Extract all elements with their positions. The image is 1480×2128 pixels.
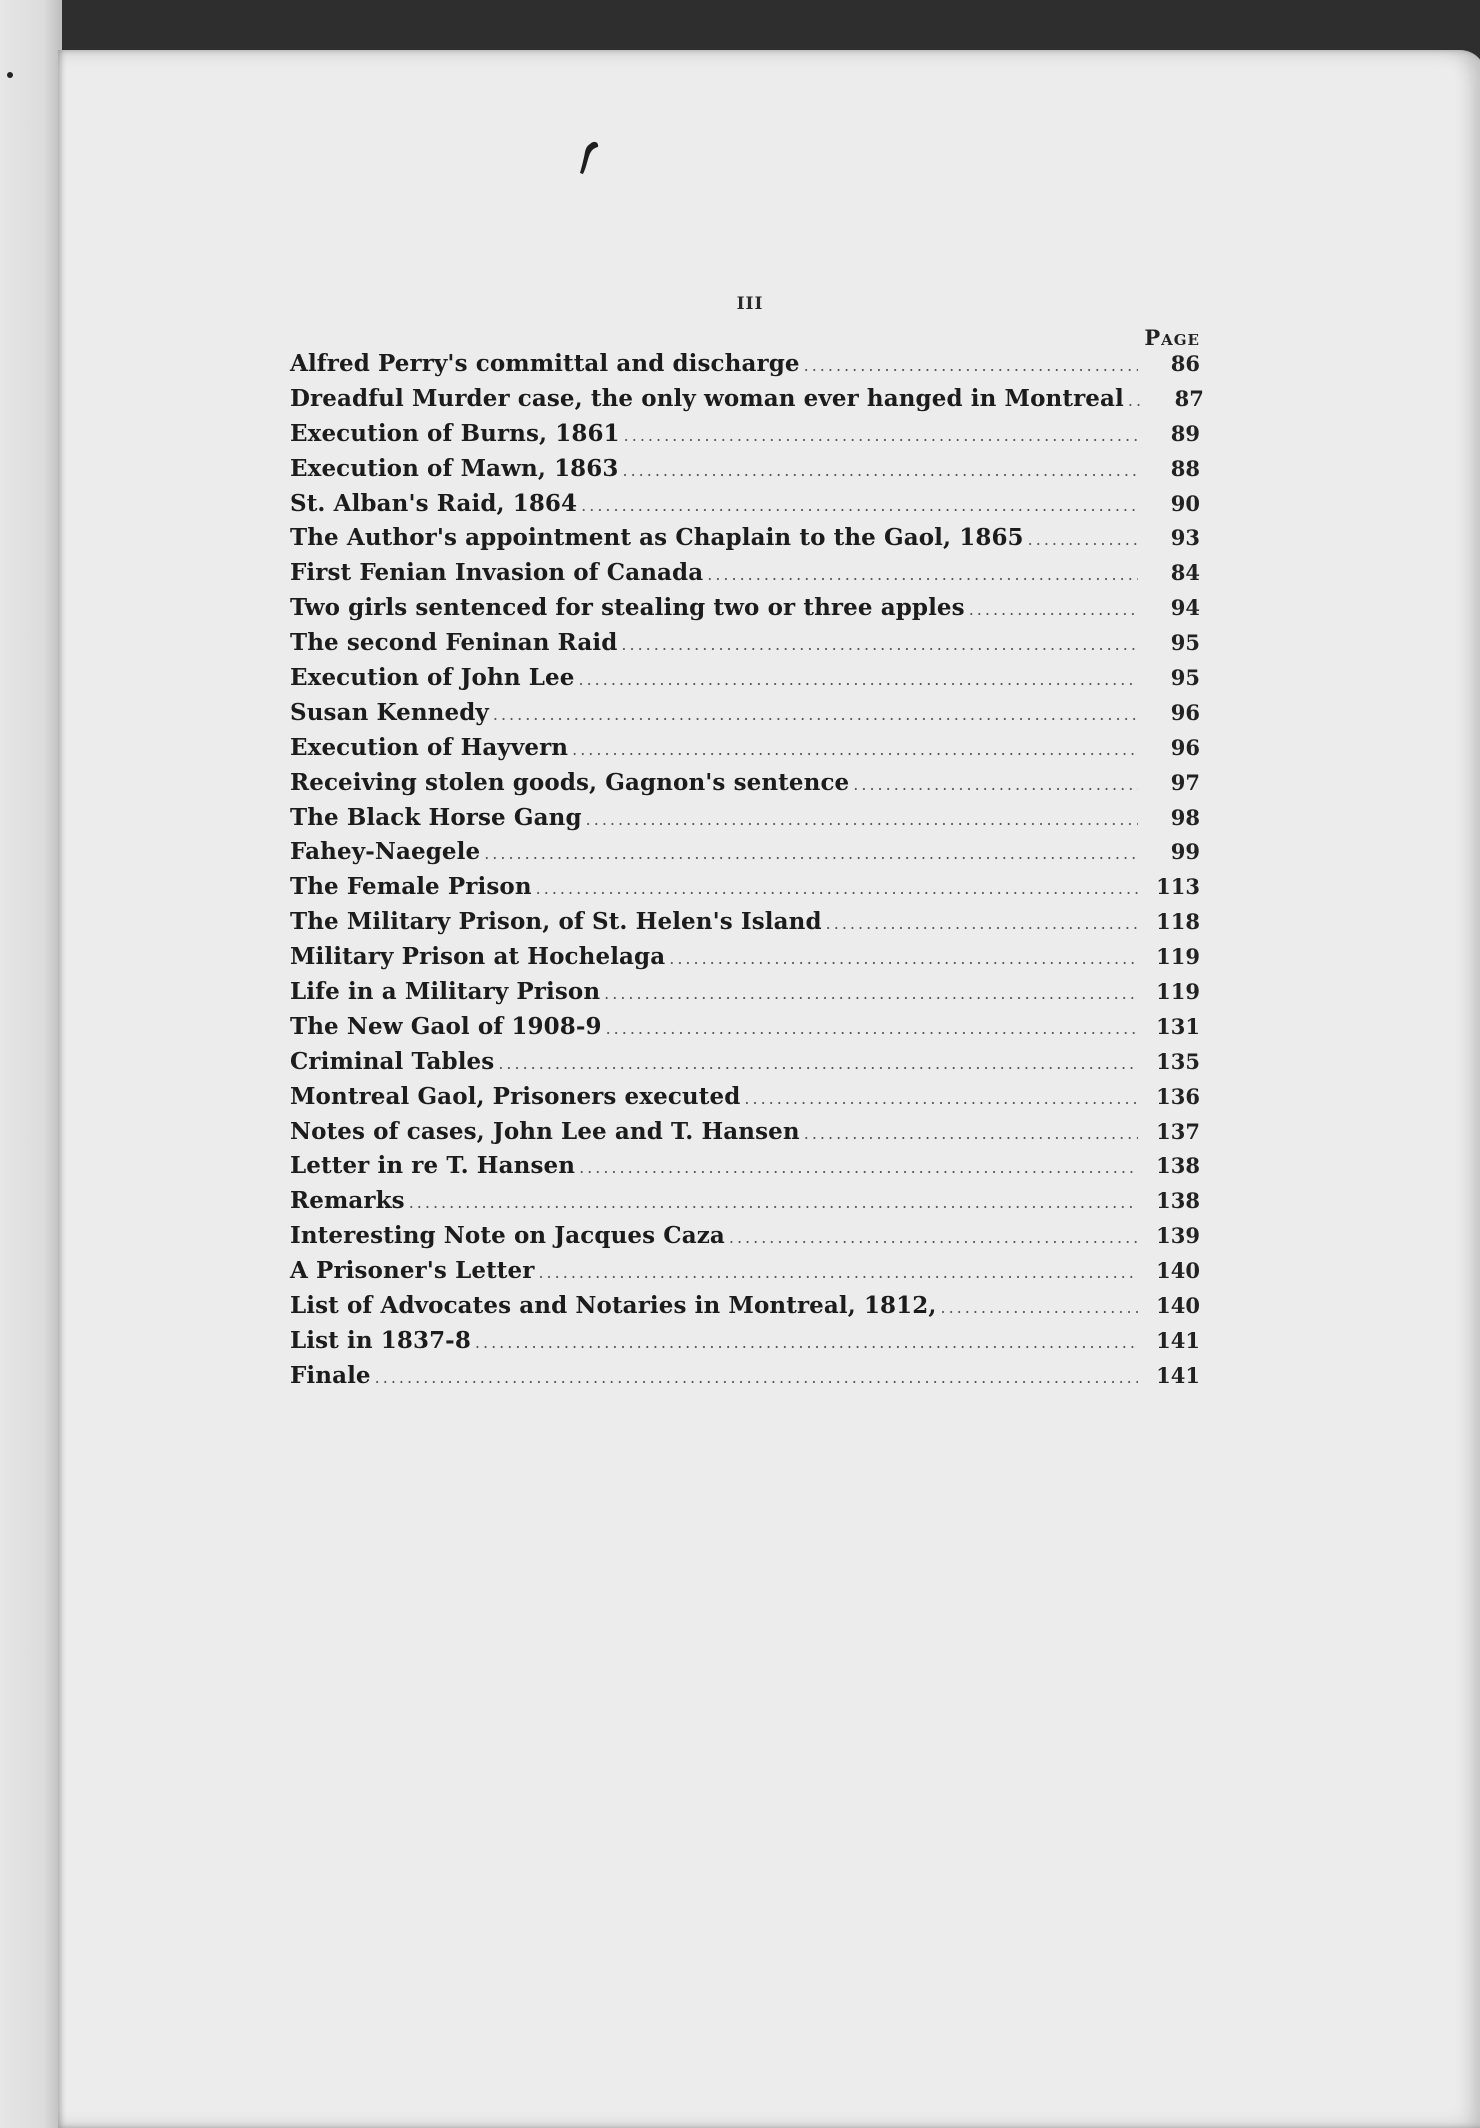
toc-entry [290,1327,1200,1362]
dot-leader [371,1368,1138,1387]
dot-leader [1124,391,1142,410]
dot-leader [405,1193,1138,1212]
toc-entry [290,559,1200,594]
toc-entry-page-number: 119 [1156,979,1200,1005]
dot-leader [575,1158,1138,1177]
toc-entry-title: Montreal Gaol, Prisoners executed [290,1082,741,1110]
toc-entry [290,873,1200,908]
toc-entry [290,943,1200,978]
toc-entry-title: Execution of Hayvern [290,733,569,761]
toc-entry-title: The Female Prison [290,873,532,901]
dot-leader [849,775,1138,794]
toc-entry-title: List of Advocates and Notaries in Montreal, 1812, [290,1292,937,1320]
toc-entry [290,1118,1200,1153]
ink-speck [7,72,13,78]
toc-entry-title: Susan Kennedy [290,698,489,726]
toc-entry-title: Two girls sentenced for stealing two or three apples [290,594,965,622]
toc-entry-title: Interesting Note on Jacques Caza [290,1222,725,1250]
toc-entry-page-number: 96 [1170,734,1200,760]
toc-entry-title: Dreadful Murder case, the only woman ever hanged in Montreal [290,384,1124,412]
dot-leader [532,879,1138,898]
toc-entry-page-number: 136 [1156,1083,1200,1109]
toc-entry-title: The Black Horse Gang [290,803,582,831]
toc-entry-title: The Author's appointment as Chaplain to the Gaol, 1865 [290,524,1024,552]
toc-entry [290,1013,1200,1048]
toc-entry [290,524,1200,559]
book-page [58,50,1480,2128]
toc-entry [290,1222,1200,1257]
toc-entry-list [290,350,1204,1397]
dot-leader [800,356,1138,375]
toc-entry-page-number: 96 [1170,699,1200,725]
toc-entry-page-number: 140 [1156,1293,1200,1319]
toc-entry-page-number: 138 [1156,1153,1200,1179]
toc-entry-page-number: 90 [1170,490,1200,516]
toc-entry-page-number: 97 [1170,769,1200,795]
toc-entry-page-number: 118 [1156,909,1200,935]
toc-entry-title: Letter in re T. Hansen [290,1152,576,1180]
toc-entry [290,769,1200,804]
dot-leader [582,810,1138,829]
toc-entry-title: Fahey-Naegele [290,838,481,866]
toc-entry-title: Execution of Mawn, 1863 [290,454,619,482]
toc-entry [290,350,1200,385]
toc-entry-title: Remarks [290,1187,405,1215]
toc-entry [290,420,1200,455]
toc-entry-title: The second Feninan Raid [290,629,618,657]
dot-leader [665,949,1138,968]
dot-leader [620,426,1138,445]
toc-entry-page-number: 139 [1156,1223,1200,1249]
dot-leader [1024,530,1138,549]
toc-entry-title: List in 1837-8 [290,1326,471,1354]
toc-entry [290,908,1200,943]
toc-entry [290,804,1200,839]
toc-entry-page-number: 94 [1170,595,1200,621]
toc-entry-title: Criminal Tables [290,1047,495,1075]
dot-leader [602,1019,1138,1038]
dot-leader [577,496,1138,515]
dot-leader [471,1333,1138,1352]
dot-leader [568,740,1138,759]
toc-entry [290,629,1200,664]
toc-entry-page-number: 84 [1170,560,1200,586]
dot-leader [617,635,1138,654]
toc-entry-page-number: 95 [1170,630,1200,656]
toc-entry-page-number: 138 [1156,1188,1200,1214]
toc-entry-page-number: 87 [1174,385,1204,411]
dot-leader [936,1298,1138,1317]
toc-entry [290,1257,1200,1292]
toc-entry-title: Finale [290,1361,371,1389]
toc-entry-page-number: 119 [1156,944,1200,970]
toc-entry [290,734,1200,769]
toc-entry [290,490,1200,525]
dot-leader [725,1228,1138,1247]
toc-entry-title: A Prisoner's Letter [290,1257,535,1285]
dot-leader [703,565,1138,584]
toc-entry [290,1048,1200,1083]
toc-entry-title: The Military Prison, of St. Helen's Island [290,908,822,936]
toc-entry [290,455,1200,490]
folio-number: III [736,294,764,314]
toc-entry [290,1362,1200,1397]
toc-entry-page-number: 95 [1170,665,1200,691]
dot-leader [822,914,1138,933]
dot-leader [600,984,1138,1003]
dot-leader [619,461,1139,480]
dot-leader [965,600,1138,619]
toc-entry-page-number: 137 [1156,1118,1200,1144]
toc-entry [290,384,1204,420]
toc-entry [290,594,1200,629]
toc-entry-title: Receiving stolen goods, Gagnon's sentence [290,768,850,796]
toc-entry-title: St. Alban's Raid, 1864 [290,489,578,517]
toc-entry [290,1187,1200,1222]
toc-entry-page-number: 141 [1156,1362,1200,1388]
toc-entry [290,664,1200,699]
toc-entry [290,978,1200,1013]
toc-entry-page-number: 135 [1156,1048,1200,1074]
toc-entry [290,1152,1200,1187]
toc-entry-page-number: 113 [1156,874,1200,900]
dot-leader [534,1263,1138,1282]
toc-entry [290,1083,1200,1118]
toc-entry-page-number: 88 [1170,455,1200,481]
toc-entry-title: Military Prison at Hochelaga [290,943,666,971]
toc-entry-title: Life in a Military Prison [290,978,601,1006]
dot-leader [494,1054,1138,1073]
dot-leader [489,705,1138,724]
toc-entry-page-number: 141 [1156,1327,1200,1353]
toc-entry-title: Alfred Perry's committal and discharge [290,350,800,377]
toc-entry-page-number: 98 [1170,804,1200,830]
toc-entry-title: First Fenian Invasion of Canada [290,559,704,587]
dot-leader [575,670,1139,689]
toc-entry [290,1292,1200,1327]
toc-entry [290,699,1200,734]
dot-leader [800,1124,1138,1143]
toc-entry-title: Notes of cases, John Lee and T. Hansen [290,1117,800,1145]
toc-entry-page-number: 86 [1170,351,1200,376]
dot-leader [480,844,1138,863]
toc-entry-title: Execution of John Lee [290,664,575,692]
toc-entry-page-number: 140 [1156,1258,1200,1284]
ink-blot-mark [568,136,608,186]
toc-entry-title: The New Gaol of 1908-9 [290,1012,602,1040]
page-column-header: Page [1144,325,1200,350]
toc-entry-title: Execution of Burns, 1861 [290,419,620,447]
toc-entry-page-number: 89 [1170,420,1200,446]
toc-entry-page-number: 93 [1170,525,1200,551]
adjacent-page-edge [0,0,62,2128]
dot-leader [740,1089,1138,1108]
toc-entry-page-number: 99 [1170,839,1200,865]
toc-entry-page-number: 131 [1156,1013,1200,1039]
toc-entry [290,838,1200,873]
